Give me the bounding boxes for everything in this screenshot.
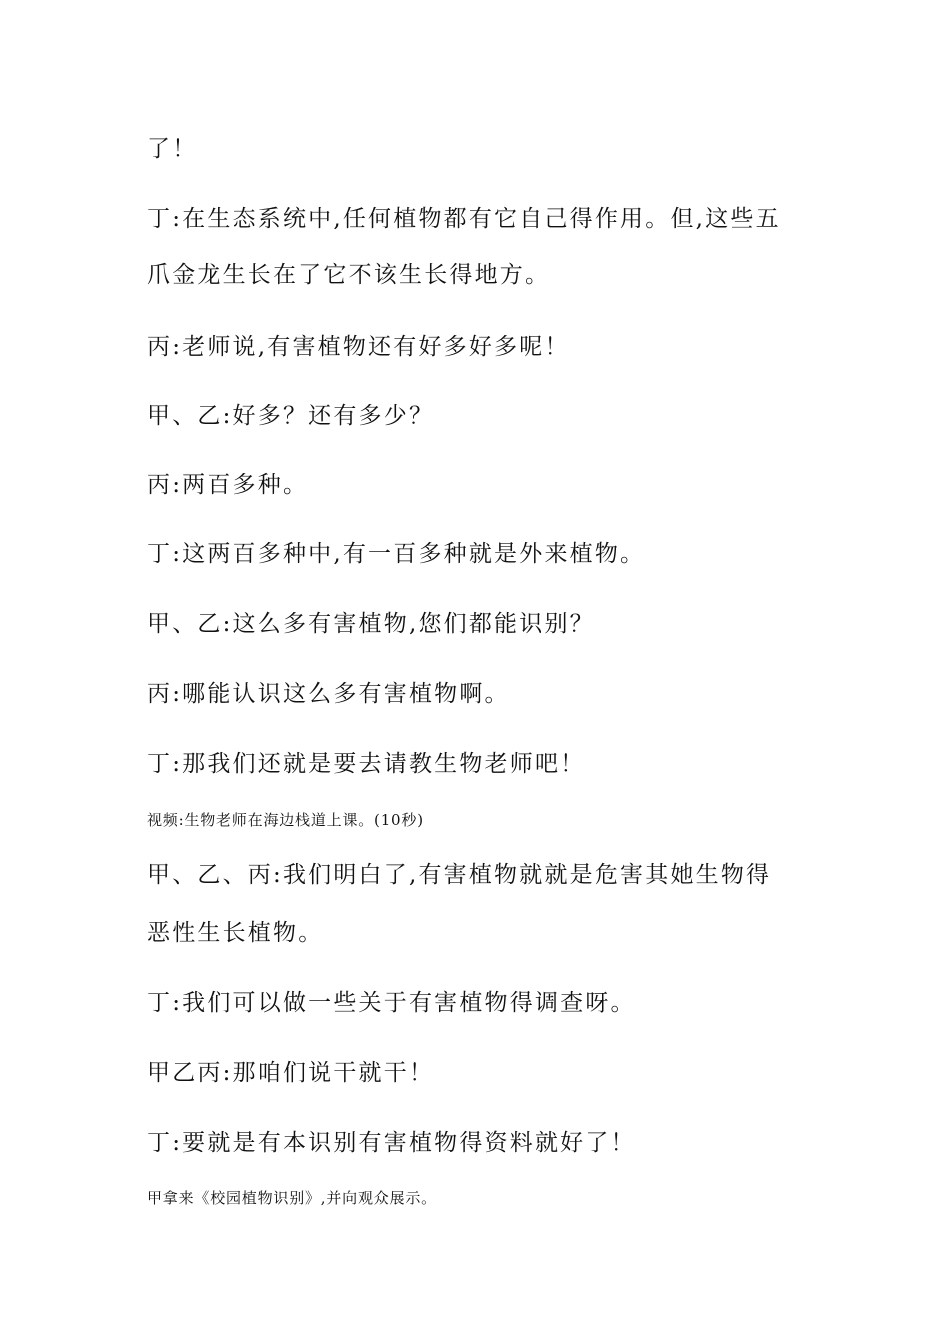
text-line: 甲、乙:这么多有害植物,您们都能识别？ xyxy=(147,611,595,637)
text-line: 甲、乙、丙:我们明白了,有害植物就就是危害其她生物得 xyxy=(147,862,772,888)
stage-note: 甲拿来《校园植物识别》,并向观众展示。 xyxy=(147,1189,437,1207)
text-line: 恶性生长植物。 xyxy=(147,920,324,946)
text-line: 丙:哪能认识这么多有害植物啊。 xyxy=(147,681,510,707)
text-line: 丁:要就是有本识别有害植物得资料就好了！ xyxy=(147,1130,636,1156)
text-line: 了！ xyxy=(147,136,198,162)
text-line: 丁:我们可以做一些关于有害植物得调查呀。 xyxy=(147,990,636,1016)
text-line: 爪金龙生长在了它不该生长得地方。 xyxy=(147,262,551,288)
text-line: 丙:老师说,有害植物还有好多好多呢！ xyxy=(147,334,570,360)
text-line: 甲乙丙:那咱们说干就干！ xyxy=(147,1060,435,1086)
text-line: 丁:那我们还就是要去请教生物老师吧！ xyxy=(147,751,586,777)
text-line: 丁:这两百多种中,有一百多种就是外来植物。 xyxy=(147,541,646,567)
text-line: 甲、乙:好多？还有多少？ xyxy=(147,403,435,429)
text-line: 丁:在生态系统中,任何植物都有它自己得作用。但,这些五 xyxy=(147,206,781,232)
text-line: 丙:两百多种。 xyxy=(147,472,309,498)
stage-note: 视频:生物老师在海边栈道上课。(10秒) xyxy=(147,811,424,829)
